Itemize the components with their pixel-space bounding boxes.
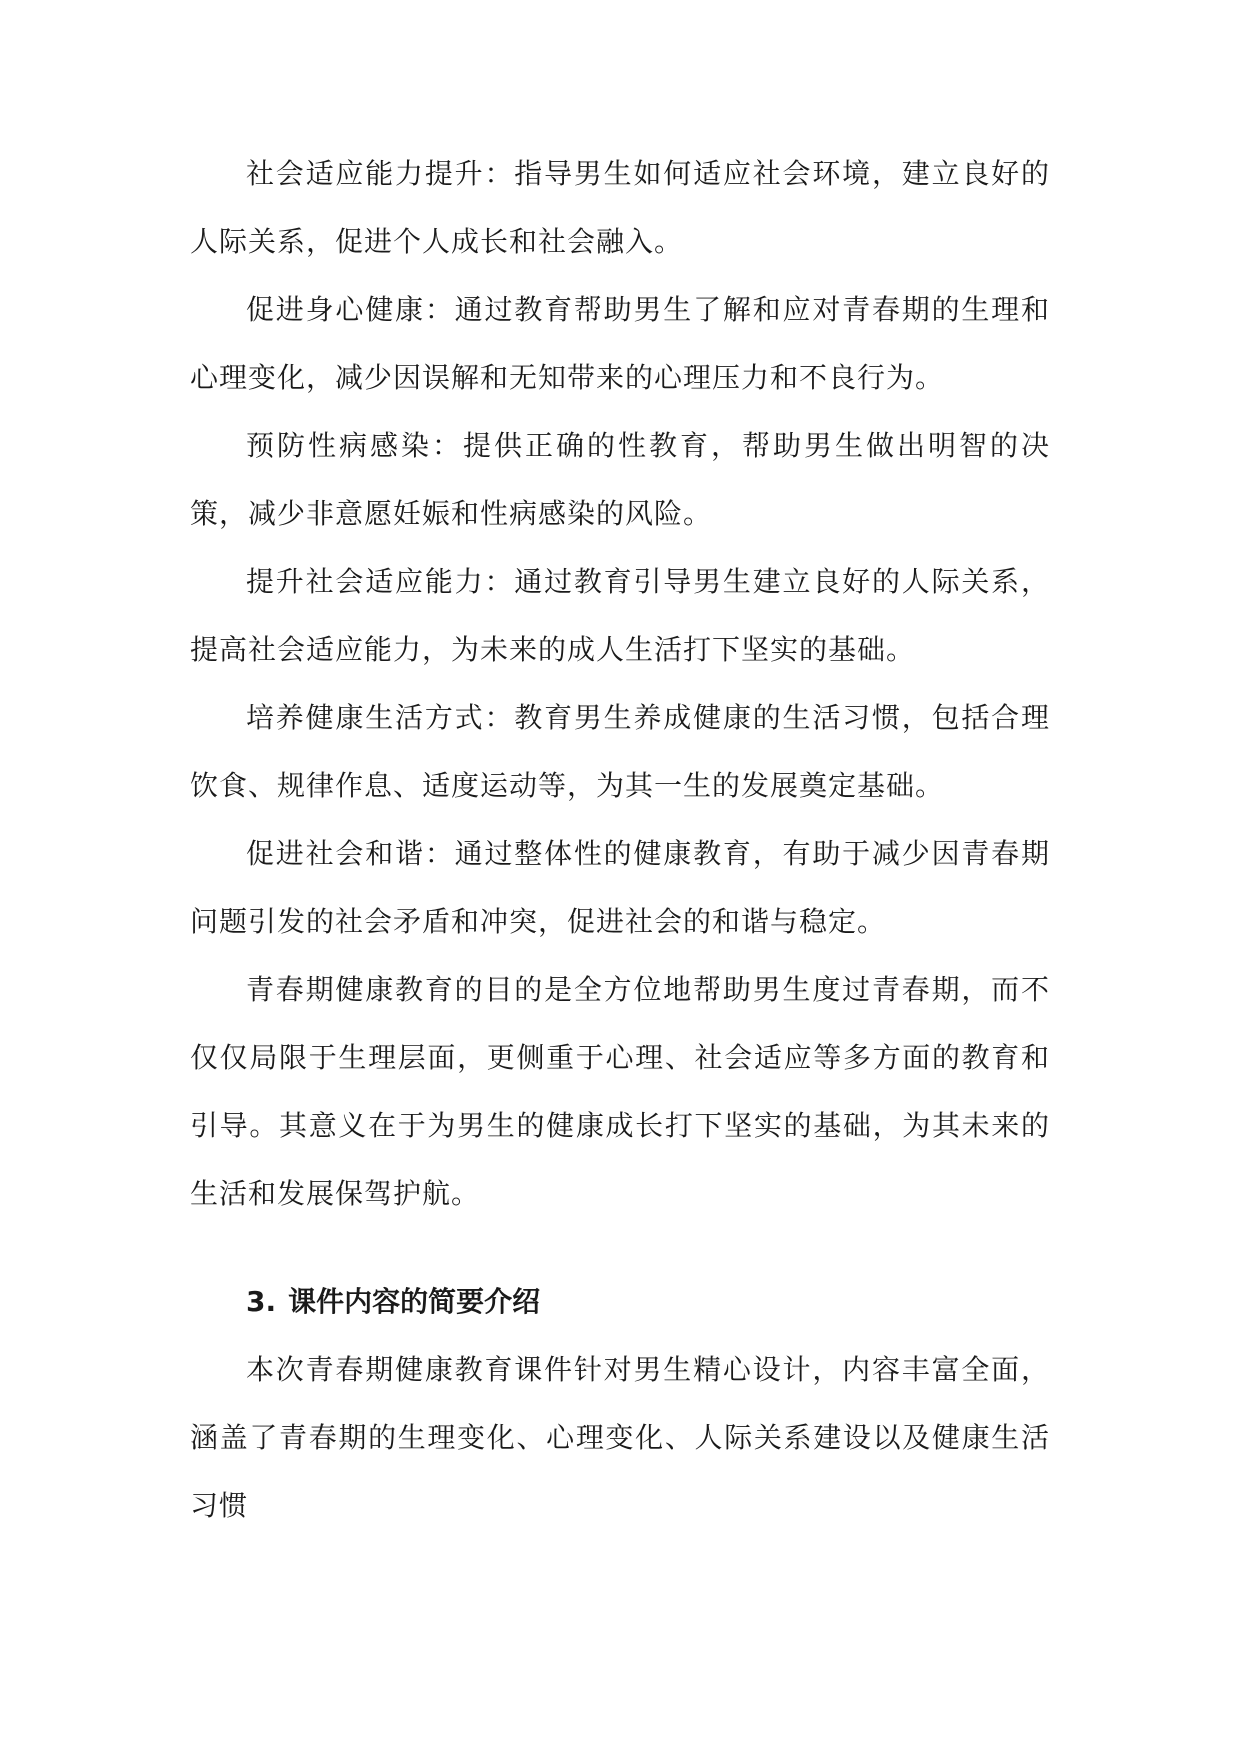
document-page [190, 140, 1050, 1540]
paragraph-purpose-summary: 青春期健康教育的目的是全方位地帮助男生度过青春期，而不仅仅局限于生理层面，更侧重于心理、社会适应等多方面的教育和引导。其意义在于为男生的健康成长打下坚实的基础，为其未来的生活和发展保驾护航。 [190, 973, 1050, 1210]
paragraph-healthy-lifestyle: 培养健康生活方式：教育男生养成健康的生活习惯，包括合理饮食、规律作息、适度运动等，为其一生的发展奠定基础。 [190, 701, 1050, 802]
paragraph-std-prevention: 预防性病感染：提供正确的性教育，帮助男生做出明智的决策，减少非意愿妊娠和性病感染的风险。 [190, 429, 1050, 530]
section-heading [190, 1268, 1050, 1336]
paragraph-social-harmony: 促进社会和谐：通过整体性的健康教育，有助于减少因青春期问题引发的社会矛盾和冲突，促进社会的和谐与稳定。 [190, 837, 1050, 938]
section-title: 课件内容的简要介绍 [288, 1285, 541, 1318]
paragraph-courseware-intro: 本次青春期健康教育课件针对男生精心设计，内容丰富全面，涵盖了青春期的生理变化、心理变化、人际关系建设以及健康生活习惯 [190, 1353, 1050, 1522]
paragraph-physical-mental-health: 促进身心健康：通过教育帮助男生了解和应对青春期的生理和心理变化，减少因误解和无知带来的心理压力和不良行为。 [190, 293, 1050, 394]
paragraph-social-adaptation: 社会适应能力提升：指导男生如何适应社会环境，建立良好的人际关系，促进个人成长和社会融入。 [190, 157, 1050, 258]
section-number: 3. [246, 1285, 277, 1318]
paragraph-improve-social-ability: 提升社会适应能力：通过教育引导男生建立良好的人际关系，提高社会适应能力，为未来的成人生活打下坚实的基础。 [190, 565, 1050, 666]
